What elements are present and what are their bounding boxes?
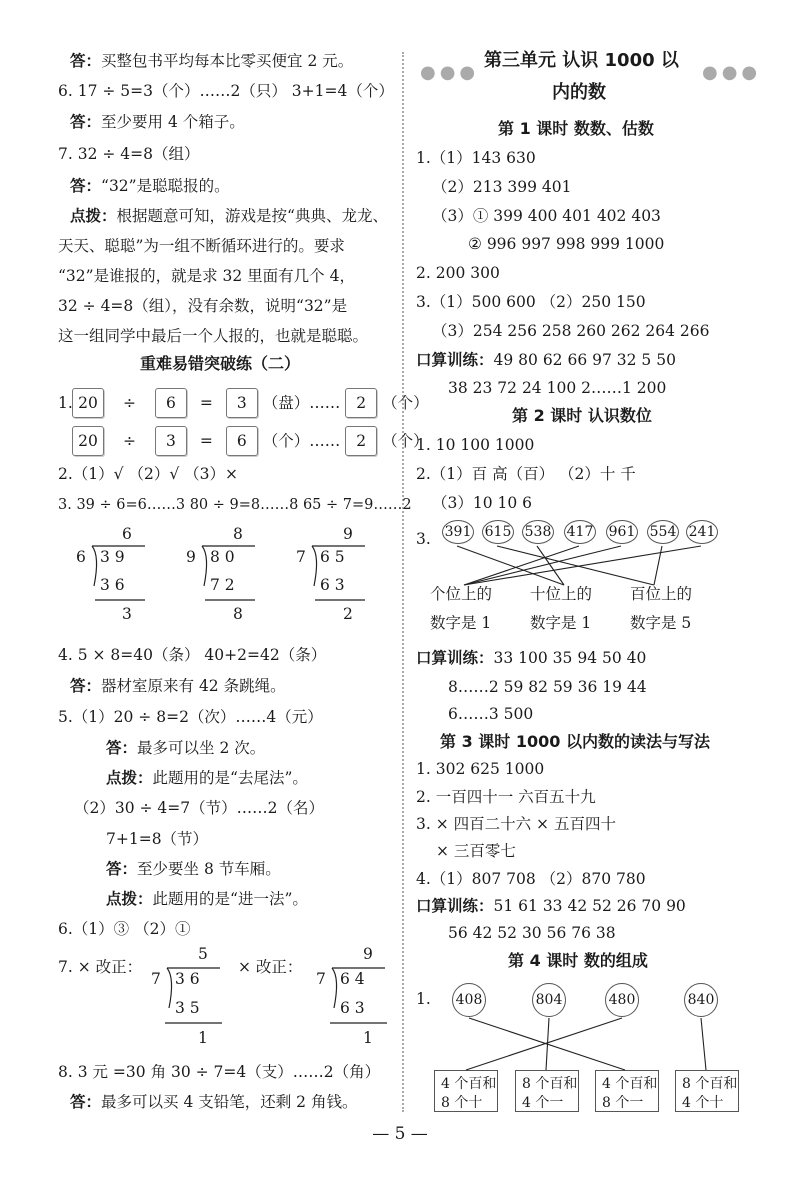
answer-row: 2. 一百四十一 六百五十九 (416, 788, 596, 806)
section-title: 重难易错突破练（二） (140, 354, 301, 373)
q7b-label: 7. × 改正： (58, 958, 143, 976)
operator: ÷ (122, 432, 136, 450)
number-oval: 554 (647, 520, 679, 544)
answer-box: 6 (155, 388, 187, 418)
unit-text: （盘）…… (262, 394, 341, 412)
q2-line: 2.（1）√ （2）√ （3）× (58, 465, 238, 483)
group-label: 数字是 1 (530, 614, 592, 632)
lesson-title: 第 1 课时 数数、估数 (498, 119, 654, 138)
operator: = (199, 432, 213, 450)
answer-line: 答：至少要用 4 个箱子。 (70, 113, 245, 131)
unit-title: 第三单元 认识 1000 以 (484, 50, 679, 71)
dividend: 6 5 (320, 548, 345, 566)
answer-line: 答：买整包书平均每本比零买便宜 2 元。 (70, 52, 354, 70)
answer-line: 答：最多可以买 4 支铅笔，还剩 2 角钱。 (70, 1093, 358, 1111)
q3-label: 3. (416, 530, 431, 548)
oral-row: 口算训练：33 100 35 94 50 40 (416, 649, 647, 667)
unit-title-cont: 内的数 (552, 82, 606, 103)
answer-box: 2 (345, 426, 377, 456)
answer-row: （3）10 10 6 (432, 494, 533, 512)
product: 6 3 (320, 576, 345, 594)
composition-card: 4 个百和 8 个十 (434, 1070, 498, 1112)
divisor: 6 (76, 548, 86, 566)
q3-line: 3. 39 ÷ 6=6……3 80 ÷ 9=8……8 65 ÷ 7=9……2 (58, 497, 412, 513)
divisor: 9 (186, 548, 196, 566)
number-circle: 408 (452, 983, 486, 1017)
dividend: 3 9 (100, 548, 125, 566)
group-label: 百位上的 (630, 585, 693, 603)
remainder: 3 (122, 605, 132, 623)
decorative-dots-icon: ●●● (420, 62, 480, 83)
number-oval: 391 (442, 520, 474, 544)
answer-line: 答：器材室原来有 42 条跳绳。 (70, 677, 286, 695)
answer-row: 3.（1）500 600 （2）250 150 (416, 293, 646, 311)
answer-row: 1.（1）143 630 (416, 149, 536, 167)
dividend: 6 4 (340, 970, 365, 988)
group-label: 个位上的 (430, 585, 493, 603)
operator: ÷ (122, 394, 136, 412)
tip-line: 点拨：此题用的是“去尾法”。 (106, 769, 308, 787)
tip-line: 天天、聪聪”为一组不断循环进行的。要求 (58, 237, 345, 255)
composition-card: 8 个百和 4 个一 (515, 1070, 579, 1112)
q7-line: 7. 32 ÷ 4=8（组） (58, 145, 200, 163)
remainder: 8 (233, 605, 243, 623)
composition-card: 4 个百和 8 个一 (595, 1070, 659, 1112)
number-oval: 961 (606, 520, 638, 544)
answer-line: 答：至少要坐 8 节车厢。 (106, 860, 281, 878)
answer-row: 1. 302 625 1000 (416, 760, 545, 778)
answer-box: 20 (72, 388, 104, 418)
answer-row: （2）213 399 401 (432, 178, 572, 196)
remainder: 1 (363, 1029, 373, 1047)
decorative-dots-icon: ●●● (702, 62, 762, 83)
q6-line: 6. 17 ÷ 5=3（个）……2（只） 3+1=4（个） (58, 82, 394, 100)
tip-line: “32”是谁报的，就是求 32 里面有几个 4， (58, 267, 355, 285)
number-oval: 615 (482, 520, 514, 544)
number-circle: 480 (605, 983, 639, 1017)
answer-row: 2.（1）百 高（百） （2）十 千 (416, 465, 636, 483)
q1-label: 1. (58, 394, 73, 412)
quotient: 9 (363, 945, 373, 963)
oral-row: 38 23 72 24 100 2……1 200 (448, 379, 667, 397)
q5-1-line: 5.（1）20 ÷ 8=2（次）……4（元） (58, 708, 323, 726)
number-oval: 538 (522, 520, 554, 544)
oral-row: 56 42 52 30 56 76 38 (448, 924, 616, 942)
product: 7 2 (210, 576, 235, 594)
divisor: 7 (151, 970, 161, 988)
oral-row: 口算训练：49 80 62 66 97 32 5 50 (416, 351, 676, 369)
product: 3 5 (175, 999, 200, 1017)
oral-row: 8……2 59 82 59 36 19 44 (448, 678, 647, 696)
number-circle: 840 (684, 983, 718, 1017)
divisor: 7 (316, 970, 326, 988)
quotient: 6 (122, 525, 132, 543)
unit-text: （个） (382, 394, 429, 412)
composition-card: 8 个百和 4 个十 (675, 1070, 739, 1112)
unit-text: （个） (382, 432, 429, 450)
lesson-title: 第 3 课时 1000 以内数的读法与写法 (440, 732, 710, 751)
number-oval: 417 (564, 520, 596, 544)
q5-2b-line: 7+1=8（节） (106, 830, 209, 848)
answer-row: 1. 10 100 1000 (416, 436, 535, 454)
tip-line: 点拨：此题用的是“进一法”。 (106, 890, 308, 908)
answer-box: 2 (345, 388, 377, 418)
q6b-line: 6.（1）③ （2）① (58, 920, 191, 938)
remainder: 1 (198, 1029, 208, 1047)
oral-row: 6……3 500 (448, 705, 534, 723)
q8-line: 8. 3 元 =30 角 30 ÷ 7=4（支）……2（角） (58, 1063, 381, 1081)
answer-box: 20 (72, 426, 104, 456)
group-label: 数字是 5 (630, 614, 692, 632)
operator: = (199, 394, 213, 412)
group-label: 十位上的 (530, 585, 593, 603)
answer-row: × 三百零七 (436, 842, 516, 860)
tip-line: 32 ÷ 4=8（组），没有余数，说明“32”是 (58, 297, 348, 315)
number-oval: 241 (686, 520, 718, 544)
lesson-title: 第 4 课时 数的组成 (508, 951, 648, 970)
quotient: 5 (198, 945, 208, 963)
oral-row: 口算训练：51 61 33 42 52 26 70 90 (416, 897, 686, 915)
q4-line: 4. 5 × 8=40（条） 40+2=42（条） (58, 646, 327, 664)
dividend: 8 0 (210, 548, 235, 566)
lesson-title: 第 2 课时 认识数位 (512, 406, 652, 425)
answer-row: （3）① 399 400 401 402 403 (432, 207, 661, 225)
quotient: 8 (233, 525, 243, 543)
answer-line: 答：最多可以坐 2 次。 (106, 739, 266, 757)
product: 6 3 (340, 999, 365, 1017)
page-number: — 5 — (372, 1124, 428, 1144)
answer-row: 3. × 四百二十六 × 五百四十 (416, 815, 616, 833)
answer-box: 6 (226, 426, 258, 456)
tip-line: 点拨：根据题意可知，游戏是按“典典、龙龙、 (70, 207, 388, 225)
q5-2-line: （2）30 ÷ 4=7（节）……2（名） (74, 799, 324, 817)
tip-line: 这一组同学中最后一个人报的，也就是聪聪。 (58, 327, 369, 345)
answer-box: 3 (155, 426, 187, 456)
answer-line: 答：“32”是聪聪报的。 (70, 177, 230, 195)
remainder: 2 (343, 605, 353, 623)
number-circle: 804 (532, 983, 566, 1017)
q7b-label2: × 改正： (238, 958, 303, 976)
group-label: 数字是 1 (430, 614, 492, 632)
product: 3 6 (100, 576, 125, 594)
answer-box: 3 (226, 388, 258, 418)
quotient: 9 (343, 525, 353, 543)
dividend: 3 6 (175, 970, 200, 988)
unit-text: （个）…… (262, 432, 341, 450)
q1-label: 1. (416, 990, 431, 1008)
answer-row: ② 996 997 998 999 1000 (468, 235, 665, 253)
answer-row: 2. 200 300 (416, 264, 500, 282)
divisor: 7 (296, 548, 306, 566)
answer-row: 4.（1）807 708 （2）870 780 (416, 870, 646, 888)
answer-row: （3）254 256 258 260 262 264 266 (432, 322, 710, 340)
